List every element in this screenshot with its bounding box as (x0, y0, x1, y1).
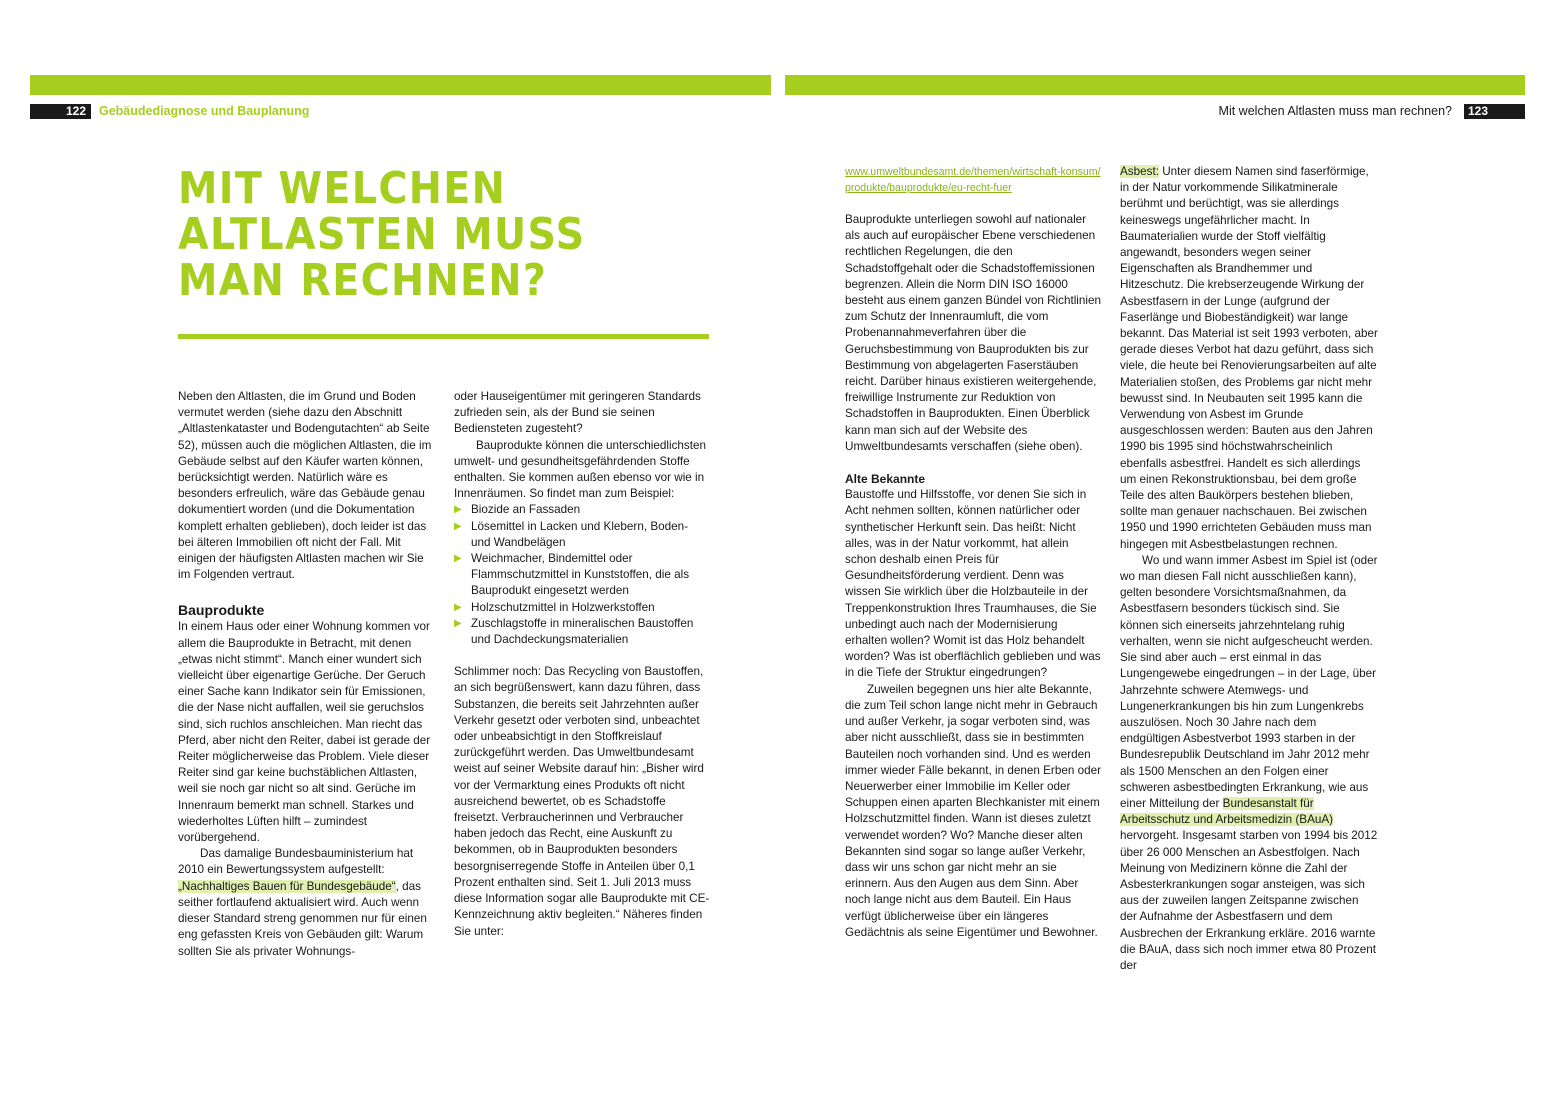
page-number-left: 122 (30, 104, 91, 119)
running-title-right: Mit welchen Altlasten muss man rechnen? (1218, 104, 1452, 118)
arrow-bullet-icon: ▶ (454, 617, 462, 629)
text-column-4 (1120, 164, 1378, 974)
arrow-bullet-icon: ▶ (454, 504, 462, 516)
section-heading-bauprodukte: Bauprodukte (178, 602, 265, 619)
header-bar-right (785, 75, 1525, 95)
arrow-bullet-icon: ▶ (454, 520, 462, 532)
page-title (178, 163, 698, 306)
title-line-3: MAN RECHNEN? (178, 255, 548, 306)
text-column-2 (454, 389, 710, 940)
link-baua[interactable]: Bundesanstalt für Arbeitsschutz und Arbeitsmedizin (BAuA) (1120, 796, 1334, 827)
list-item: ▶ Biozide an Fassaden (454, 502, 710, 518)
text-column-3 (845, 164, 1101, 941)
paragraph: Baustoffe und Hilfsstoffe, vor denen Sie sich in Acht nehmen sollten, können natürlicher oder synthetischer Herkunft sein. Das heißt: Nicht alles, was in der Natur vorkommt, hat allein schon deshalb einen Preis für Gesundheitsförderung verdient. Denn was wissen Sie wirklich über die Holzbauteile in der Treppenkonstruktion Ihres Traumhauses, die Sie unbedingt auch nach der Modernisierung erhalten wollen? Womit ist das Holz behandelt worden? Was ist oberflächlich geblieben und was in die Tiefe der Struktur eingedrungen? (845, 488, 1101, 680)
paragraph: Schlimmer noch: Das Recycling von Baustoffen, an sich begrüßenswert, kann dazu führen, dass Substanzen, die bereits seit Jahrzehnten außer Verkehr gesetzt oder verboten sind, unbeachtet oder unbeabsichtigt in den Stoffkreislauf zurückgeführt werden. Das Umweltbundesamt weist auf seiner Website darauf hin: „Bisher wird vor der Vermarktung eines Produkts oft nicht ausreichend bewertet, ob es Schadstoffe freisetzt. Verbraucherinnen und Verbraucher haben jedoch das Recht, eine Auskunft zu bekommen, ob in Bauprodukten besonders besorgniserregende Stoffe in Anteilen über 0,1 Prozent enthalten sind. Seit 1. Juli 2013 muss diese Information sogar alle Bauprodukte mit CE-Kennzeichnung aktiv begleiten.“ Näheres finden Sie unter: (454, 665, 710, 938)
running-title-left: Gebäudediagnose und Bauplanung (99, 104, 310, 118)
intro-paragraph: Neben den Altlasten, die im Grund und Boden vermutet werden (siehe dazu den Abschnitt „Altlastenkataster und Bodengutachten“ ab Seite 52), müssen auch die möglichen Altlasten, die im Gebäude selbst auf den Käufer warten können, berücksichtigt werden. Natürlich wäre es besonders erfreulich, wäre das Gebäude genau dokumentiert worden (und die Dokumentation komplett erhalten geblieben), doch leider ist das bei älteren Immobilien oft nicht der Fall. Mit einigen der häufigsten Altlasten machen wir Sie im Folgenden vertraut. (178, 390, 432, 582)
paragraph: Zuweilen begegnen uns hier alte Bekannte, die zum Teil schon lange nicht mehr in Gebrauch und außer Verkehr, ja sogar verboten sind, was aber nicht ausschließt, dass sie in bestimmten Bauteilen noch vorhanden sind. Und es werden immer wieder Fälle bekannt, in denen Erben oder Neuerwerber einer Immobilie im Keller oder Schuppen einen aparten Blechkanister mit einem Holzschutzmittel finden. Wann ist dieses zuletzt verwendet worden? Wo? Manche dieser alten Bekannten sind sogar so lange außer Verkehr, dass wir uns schon gar nicht mehr an sie erinnern. Aus den Augen aus dem Sinn. Aber noch lange nicht aus dem Bauteil. Ein Haus verfügt üblicherweise über ein längeres Gedächtnis als seine Eigentümer und Bewohner. (845, 682, 1101, 939)
list-item: ▶ Weichmacher, Bindemittel oder Flammschutzmittel in Kunststoffen, die als Bauprodukt eingesetzt werden (454, 552, 690, 598)
paragraph: Wo und wann immer Asbest im Spiel ist (oder wo man diesen Fall nicht ausschließen kann), gelten besondere Vorsichtsmaßnahmen, da Asbestfasern besonders tückisch sind. Sie können sich einerseits jahrzehntelang ruhig verhalten, wenn sie nicht aufgescheucht werden. Sie sind aber auch – erst einmal in das Lungengewebe eingedrungen – in der Lage, über Jahrzehnte schwere Atemwegs- und Lungenerkrankungen bis hin zum Lungenkrebs auszulösen. Noch 30 Jahre nach dem endgültigen Asbestverbot 1993 starben in der Bundesrepublik Deutschland im Jahr 2012 mehr als 1500 Menschen an den Folgen einer schweren asbestbedingten Erkrankung, wie aus einer Mitteilung der Bundesanstalt für Arbeitsschutz und Arbeitsmedizin (BAuA) hervorgeht. Insgesamt starben von 1994 bis 2012 über 26 000 Menschen an Asbestfolgen. Nach Meinung von Medizinern könne die Zahl der Asbesterkrankungen sogar ansteigen, was sich aus der zuweilen langen Zeitspanne zwischen der Aufnahme der Asbestfasern und dem Ausbrechen der Erkrankung erkläre. 2016 warnte die BAuA, dass sich noch immer etwa 80 Prozent der (1120, 553, 1378, 972)
substance-list (454, 502, 710, 648)
text-column-1 (178, 389, 434, 960)
list-item: ▶ Lösemittel in Lacken und Klebern, Boden- und Wandbelägen (454, 519, 689, 549)
paragraph: In einem Haus oder einer Wohnung kommen vor allem die Bauprodukte in Betracht, mit denen „etwas nicht stimmt“. Manch einer wundert sich vielleicht über eigenartige Gerüche. Der Geruch einer Sache kann Indikator sein für Emissionen, die der Nase nicht auffallen, weil sie geruchslos sind, sich ruchlos anschleichen. Man riecht das Pferd, aber nicht den Reiter, dabei ist gerade der Reiter möglicherweise das Problem. Viele dieser Reiter sind gar keine buchstäblichen Altlasten, weil sie noch gar nicht so alt sind. Gerüche im Innenraum bemerkt man schnell. Starkes und wiederholtes Lüften hilft – zumindest vorübergehend. (178, 620, 431, 845)
term-asbest: Asbest: (1120, 165, 1159, 178)
header-bar-left (30, 75, 771, 95)
title-rule (178, 334, 709, 339)
paragraph: oder Hauseigentümer mit geringeren Standards zufrieden sein, als der Bund sie seinen Bediensteten zugesteht? (454, 390, 701, 436)
arrow-bullet-icon: ▶ (454, 601, 462, 613)
paragraph: Bauprodukte können die unterschiedlichsten umwelt- und gesundheitsgefährdenden Stoffe enthalten. Sie kommen außen ebenso vor wie in Innenräumen. So findet man zum Beispiel: (454, 438, 707, 501)
umweltbundesamt-link[interactable]: www.umweltbundesamt.de/themen/wirtschaft-konsum/ produkte/bauprodukte/eu-recht-fuer (845, 166, 1101, 194)
list-item: ▶ Zuschlagstoffe in mineralischen Baustoffen und Dachdeckungsmaterialien (454, 616, 694, 647)
arrow-bullet-icon: ▶ (454, 553, 462, 565)
section-heading-alte-bekannte: Alte Bekannte (845, 472, 926, 487)
paragraph: Asbest: Unter diesem Namen sind faserförmige, in der Natur vorkommende Silikatminerale berühmt und berüchtigt, was sie allerdings keineswegs ungefährlicher macht. In Baumaterialien wurde der Stoff vielfältig angewandt, besonders wegen seiner Eigenschaften als Brandhemmer und Hitzeschutz. Die krebserzeugende Wirkung der Asbestfasern in der Lunge (aufgrund der Faserlänge und Biobeständigkeit) war lange bekannt. Das Material ist seit 1993 verboten, aber gerade dieses Verbot hat dazu geführt, dass sich viele, die heute bei Renovierungsarbeiten auf alte Materialien stoßen, des Problems gar nicht mehr bewusst sind. In Neubauten seit 1995 kann die Verwendung von Asbest im Grunde ausgeschlossen werden: Bauten aus den Jahren 1990 bis 1995 sind höchstwahrscheinlich ebenfalls asbestfrei. Handelt es sich allerdings um einen Rekonstruktionsbau, bei dem große Teile des alten Baukörpers bestehen blieben, sollte man genauer nachschauen. Bei zwischen 1950 und 1990 errichteten Gebäuden muss man hingegen mit Asbestbelastungen rechnen. (1120, 165, 1378, 551)
link-nachhaltiges-bauen[interactable]: „Nachhaltiges Bauen für Bundesgebäude“ (178, 879, 396, 893)
title-line-2: ALTLASTEN MUSS (178, 209, 586, 260)
paragraph: Bauprodukte unterliegen sowohl auf nationaler als auch auf europäischer Ebene verschiedenen rechtlichen Regelungen, die den Schadstoffgehalt oder die Schadstoffemissionen begrenzen. Allein die Norm DIN ISO 16000 besteht aus einem ganzen Bündel von Richtlinien zum Schutz der Innenraumluft, die vom Probenannahmeverfahren über die Geruchsbestimmung von Bauprodukten bis zur Bestimmung von abgelagerten Faserstäuben reicht. Darüber hinaus existieren weitergehende, freiwillige Instrumente zur Reduktion von Schadstoffen in Bauprodukten. Einen Überblick kann man sich auf der Website des Umweltbundesamts verschaffen (siehe oben). (845, 213, 1101, 453)
paragraph: Das damalige Bundesbauministerium hat 2010 ein Bewertungssystem aufgestellt: „Nachhaltiges Bauen für Bundesgebäude“, das seither fortlaufend aktualisiert wird. Auch wenn dieser Standard streng genommen nur für einen eng gefassten Kreis von Gebäuden gilt: Warum sollten Sie als privater Wohnungs- (178, 847, 427, 958)
list-item: ▶ Holzschutzmittel in Holzwerkstoffen (454, 600, 710, 616)
page-number-right: 123 (1464, 104, 1525, 119)
title-line-1: MIT WELCHEN (178, 163, 507, 214)
